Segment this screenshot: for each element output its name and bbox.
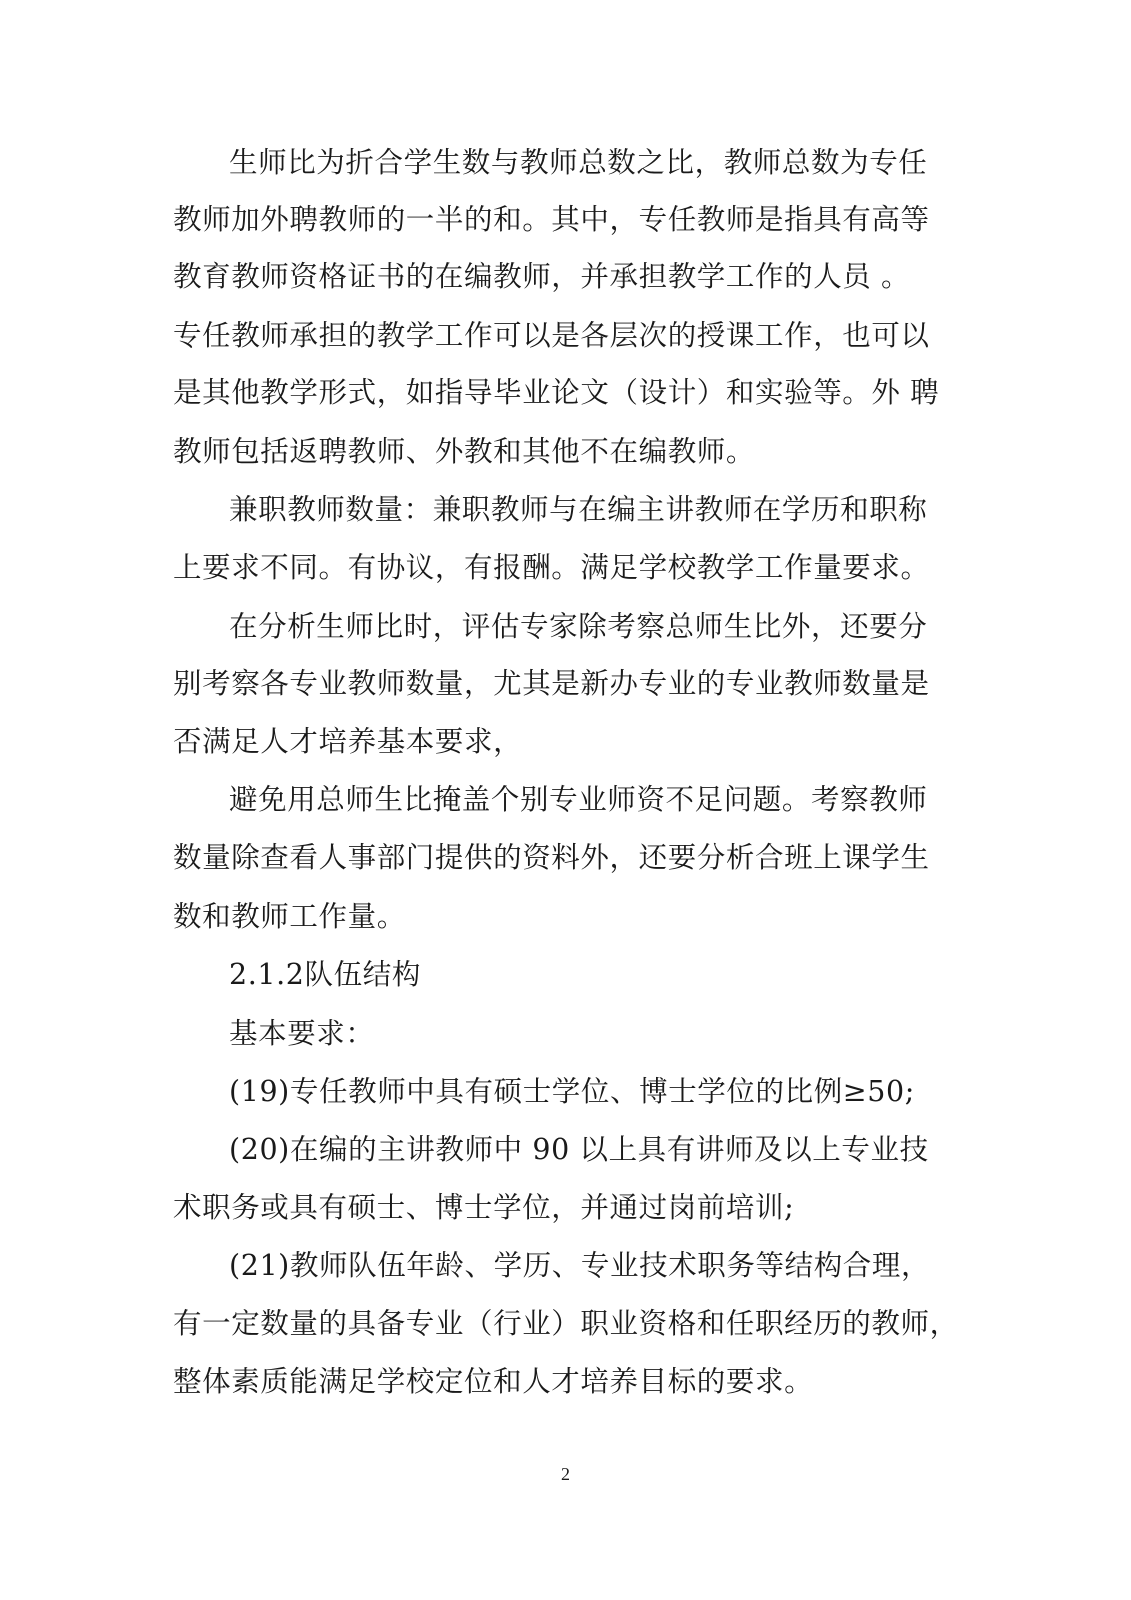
paragraph-line: 教育教师资格证书的在编教师，并承担教学工作的人员 。 [173,260,911,293]
page-number: 2 [561,1464,570,1484]
requirement-item: (21)教师队伍年龄、学历、专业技术职务等结构合理， [229,1249,931,1282]
paragraph-line: 上要求不同。有协议，有报酬。满足学校教学工作量要求。 [173,551,930,584]
paragraph-line: 生师比为折合学生数与教师总数之比，教师总数为专任 [229,146,928,179]
paragraph-line: 数量除查看人事部门提供的资料外，还要分析合班上课学生 [173,841,930,874]
paragraph-line: 在分析生师比时，评估专家除考察总师生比外，还要分 [229,610,928,643]
requirement-item: (19)专任教师中具有硕士学位、博士学位的比例≥50; [229,1075,915,1108]
requirement-item: (20)在编的主讲教师中 90 以上具有讲师及以上专业技 [229,1133,929,1166]
paragraph-line: 专任教师承担的教学工作可以是各层次的授课工作，也可以 [173,319,930,352]
paragraph-line: 别考察各专业教师数量，尤其是新办专业的专业教师数量是 [173,667,930,700]
paragraph-line: 基本要求： [229,1017,375,1050]
paragraph-line: 教师加外聘教师的一半的和。其中，专任教师是指具有高等 [173,203,930,236]
section-heading: 2.1.2队伍结构 [229,958,421,991]
paragraph-line: 否满足人才培养基本要求， [173,725,523,758]
paragraph-line: 避免用总师生比掩盖个别专业师资不足问题。考察教师 [229,783,928,816]
paragraph-line: 兼职教师数量：兼职教师与在编主讲教师在学历和职称 [229,493,928,526]
paragraph-line: 数和教师工作量。 [173,900,406,933]
paragraph-line: 术职务或具有硕士、博士学位，并通过岗前培训; [173,1191,795,1224]
paragraph-line: 有一定数量的具备专业（行业）职业资格和任职经历的教师， [173,1307,959,1340]
paragraph-line: 是其他教学形式，如指导毕业论文（设计）和实验等。外 聘 [173,376,940,409]
paragraph-line: 教师包括返聘教师、外教和其他不在编教师。 [173,435,756,468]
paragraph-line: 整体素质能满足学校定位和人才培养目标的要求。 [173,1365,814,1398]
